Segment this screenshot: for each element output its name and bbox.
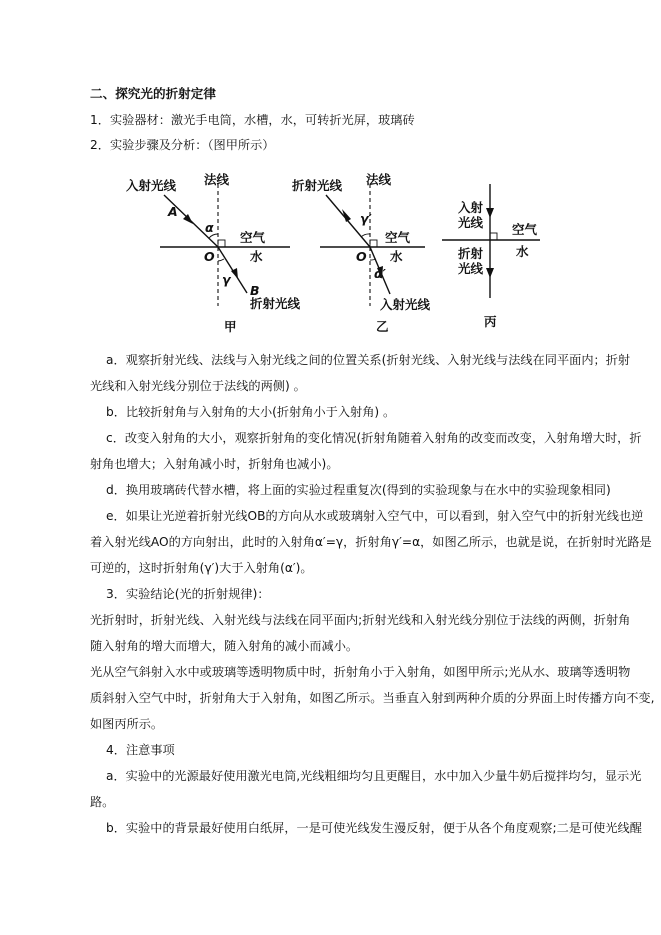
conclusion-line5: 如图丙所示。 [90, 717, 164, 731]
refraction-figure [120, 168, 560, 343]
para-a-line2: 光线和入射光线分别位于法线的两侧) 。 [90, 379, 306, 393]
bing-incident-ray-label-1: 入射 [458, 200, 484, 215]
jia-incident-ray-label: 入射光线 [126, 178, 177, 193]
para-b: b．比较折射角与入射角的大小(折射角小于入射角) 。 [106, 405, 396, 419]
yi-angle-gamma-prime: γ′ [360, 211, 372, 226]
jia-point-b: B [250, 283, 260, 298]
conclusion-line2: 随入射角的增大而增大，随入射角的减小而减小。 [90, 639, 359, 653]
figure-bing [442, 184, 540, 329]
item-conclusion: 3．实验结论(光的折射规律)： [106, 587, 270, 601]
bing-refracted-ray-label-1: 折射 [458, 246, 484, 261]
item-equipment: 1．实验器材：激光手电筒，水槽，水，可转折光屏，玻璃砖 [90, 113, 415, 127]
note-b-line1: b．实验中的背景最好使用白纸屏，一是可使光线发生漫反射，便于从各个角度观察;二是可使光线醒 [106, 821, 642, 835]
conclusion-line1: 光折射时，折射光线、入射光线与法线在同平面内;折射光线和入射光线分别位于法线的两侧，折射角 [90, 613, 631, 627]
jia-water-label: 水 [250, 249, 263, 264]
jia-caption: 甲 [224, 319, 237, 334]
yi-normal-label: 法线 [366, 172, 392, 187]
jia-point-o: O [204, 249, 215, 264]
yi-angle-alpha-prime: α′ [374, 266, 386, 281]
jia-normal-label: 法线 [204, 172, 230, 187]
jia-air-label: 空气 [240, 230, 266, 245]
para-a-line1: a．观察折射光线、法线与入射光线之间的位置关系(折射光线、入射光线与法线在同平面内；折射 [106, 353, 631, 367]
yi-point-o: O [356, 249, 367, 264]
jia-refracted-ray-label: 折射光线 [250, 296, 301, 311]
bing-incident-ray-label-2: 光线 [458, 215, 484, 230]
yi-caption: 乙 [376, 319, 389, 334]
yi-incident-ray-label: 入射光线 [380, 297, 431, 312]
para-d: d．换用玻璃砖代替水槽，将上面的实验过程重复次(得到的实验现象与在水中的实验现象相同) [106, 483, 611, 497]
para-c-line2: 射角也增大；入射角减小时，折射角也减小)。 [90, 457, 339, 471]
section-title: 二、探究光的折射定律 [90, 86, 216, 101]
bing-refracted-ray-label-2: 光线 [458, 261, 484, 276]
yi-refracted-ray-label: 折射光线 [292, 178, 343, 193]
bing-caption: 丙 [484, 314, 497, 329]
conclusion-line4: 质斜射入空气中时，折射角大于入射角，如图乙所示。当垂直入射到两种介质的分界面上时传播方向不变, [90, 691, 655, 705]
bing-air-label: 空气 [512, 222, 538, 237]
para-e-line2: 着入射光线AO的方向射出，此时的入射角α′=γ，折射角γ′=α，如图乙所示，也就是说，在折射时光路是 [90, 535, 652, 549]
note-a-line1: a．实验中的光源最好使用激光电筒,光线粗细均匀且更醒目，水中加入少量牛奶后搅拌均匀，显示光 [106, 769, 642, 783]
jia-angle-gamma: γ [222, 272, 231, 287]
para-e-line3: 可逆的，这时折射角(γ′)大于入射角(α′)。 [90, 561, 313, 575]
yi-air-label: 空气 [385, 230, 411, 245]
jia-angle-alpha: α [205, 220, 214, 235]
item-notes: 4．注意事项 [106, 743, 175, 757]
note-a-line2: 路。 [90, 795, 115, 809]
para-c-line1: c．改变入射角的大小，观察折射角的变化情况(折射角随着入射角的改变而改变，入射角增大时，折 [106, 431, 642, 445]
yi-water-label: 水 [390, 249, 403, 264]
figure-jia [126, 172, 301, 334]
figure-yi [291, 172, 431, 334]
conclusion-line3: 光从空气斜射入水中或玻璃等透明物质中时，折射角小于入射角，如图甲所示;光从水、玻璃等透明物 [90, 665, 631, 679]
jia-point-a: A [168, 204, 178, 219]
bing-water-label: 水 [516, 244, 529, 259]
item-steps: 2．实验步骤及分析：（图甲所示） [90, 138, 275, 152]
para-e-line1: e．如果让光逆着折射光线OB的方向从水或玻璃射入空气中，可以看到，射入空气中的折射光线也逆 [106, 509, 644, 523]
